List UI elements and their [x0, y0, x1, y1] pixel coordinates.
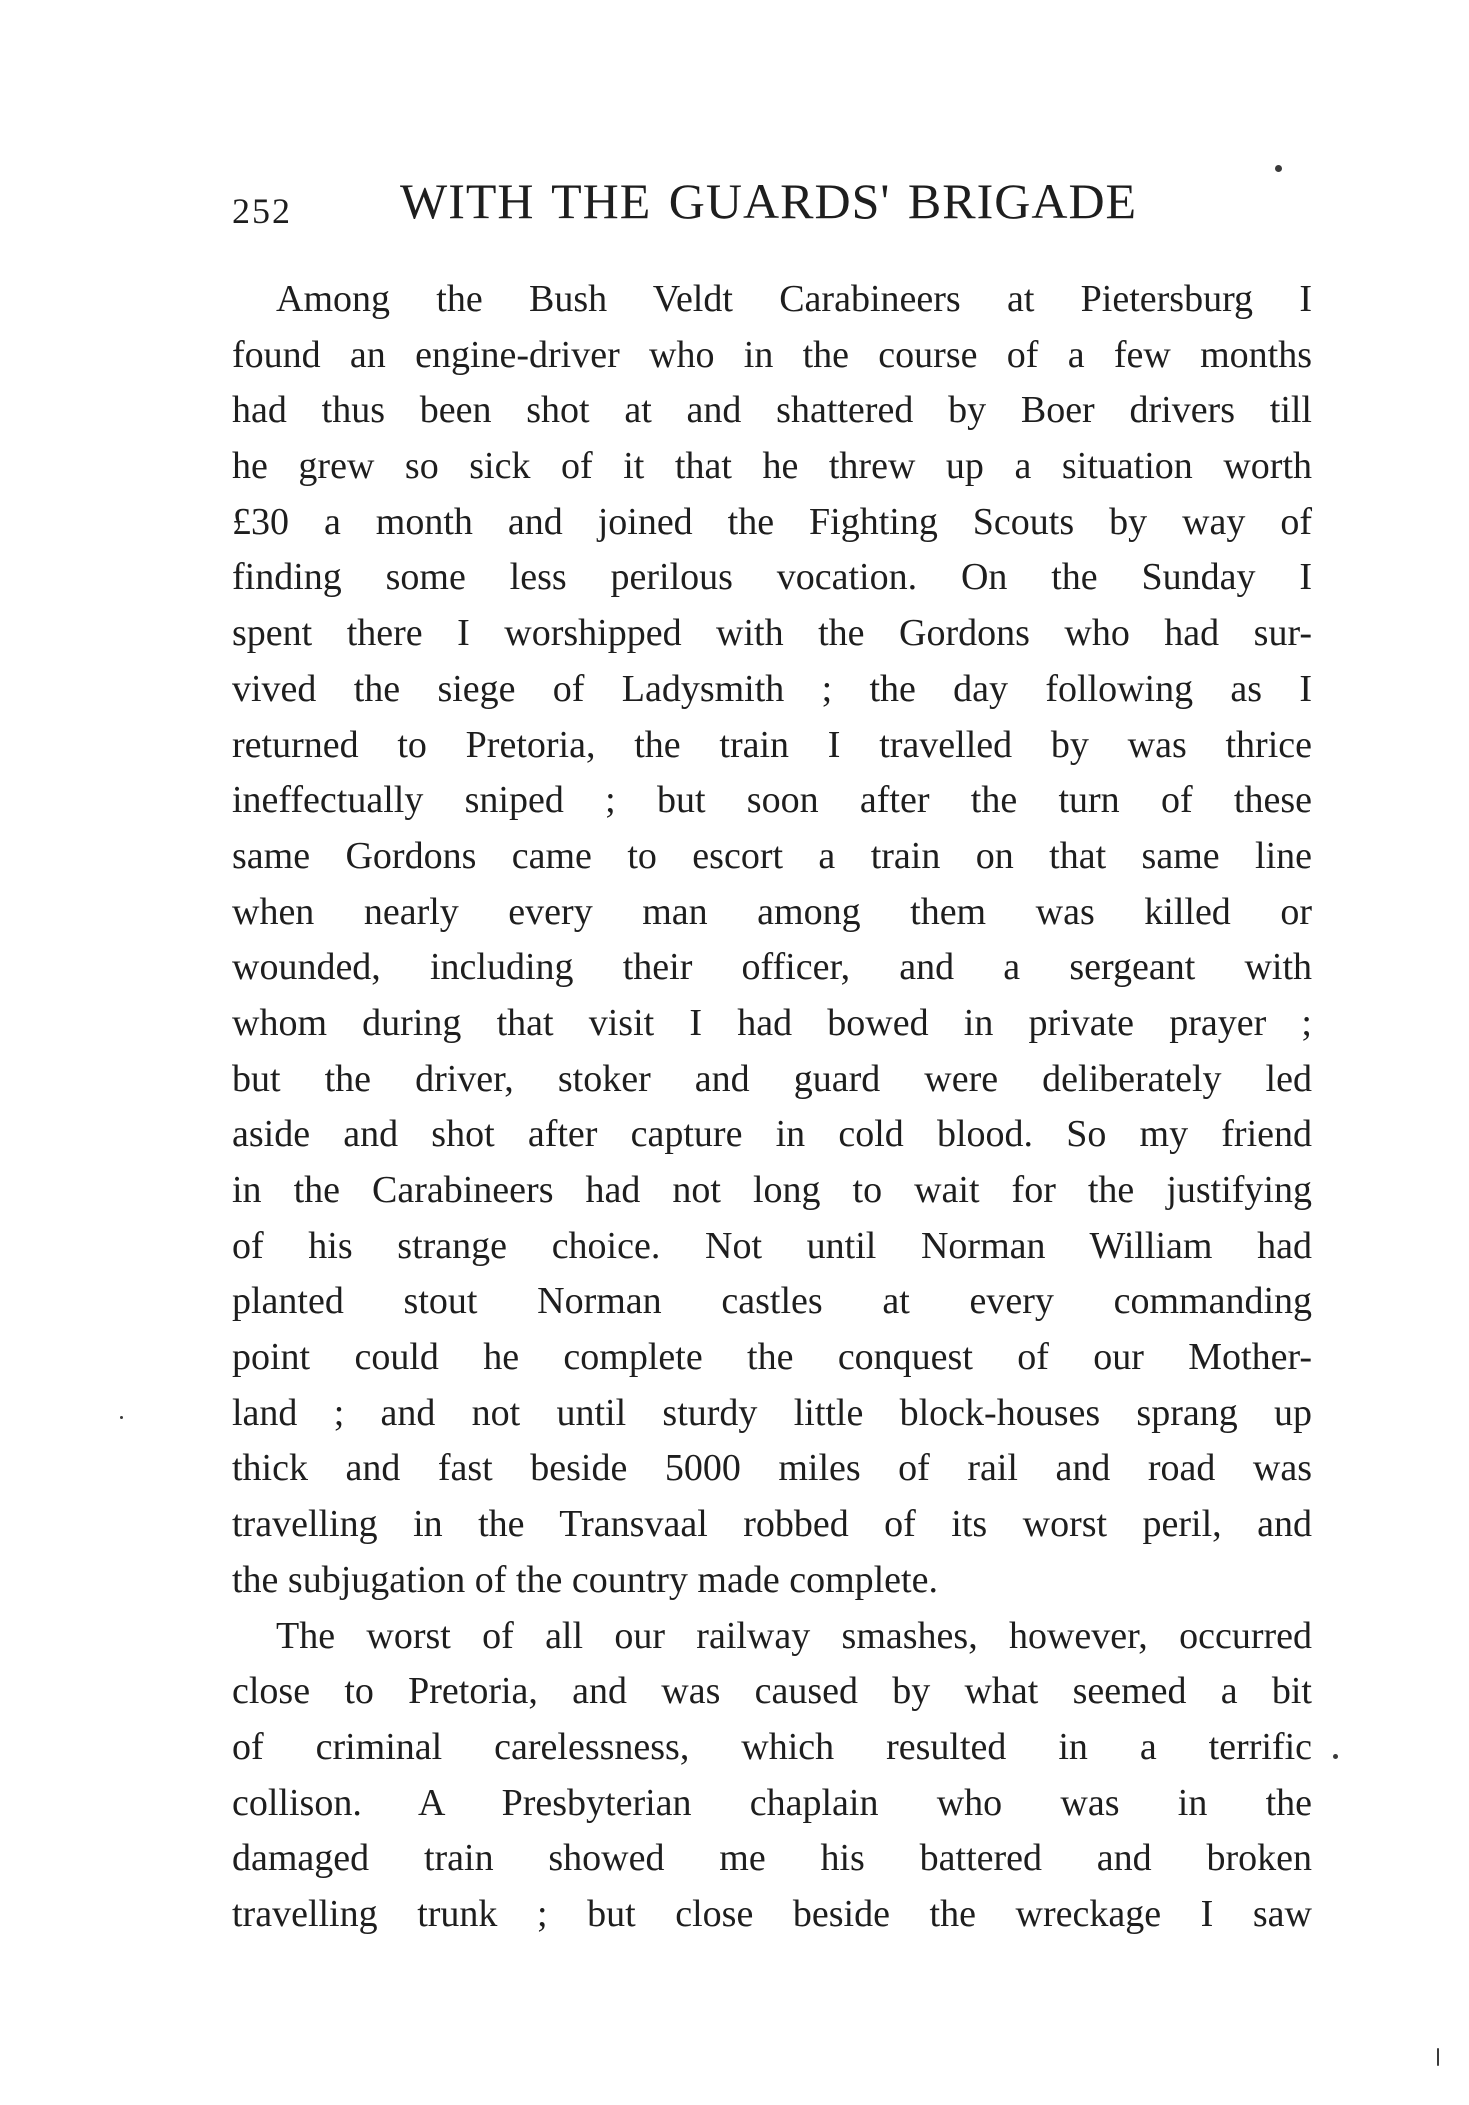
- text-line: point could he complete the conquest of our Mother-: [232, 1336, 1312, 1379]
- scan-speck: [1437, 2048, 1439, 2066]
- text-line: £30 a month and joined the Fighting Scouts by way of: [232, 500, 1312, 543]
- text-line: same Gordons came to escort a train on that same line: [232, 834, 1312, 877]
- text-line: collison. A Presbyterian chaplain who was in the: [232, 1781, 1312, 1824]
- text-line: thick and fast beside 5000 miles of rail and road was: [232, 1447, 1312, 1490]
- text-line: in the Carabineers had not long to wait for the justifying: [232, 1169, 1312, 1211]
- text-line: travelling in the Transvaal robbed of its worst peril, and: [232, 1503, 1312, 1546]
- text-line: planted stout Norman castles at every commanding: [232, 1280, 1312, 1323]
- text-line: finding some less perilous vocation. On the Sunday I: [232, 556, 1312, 599]
- text-line: damaged train showed me his battered and broken: [232, 1837, 1312, 1880]
- running-head: WITH THE GUARDS' BRIGADE: [400, 173, 1138, 229]
- text-line: ineffectually sniped ; but soon after the turn of these: [232, 779, 1312, 822]
- text-line: but the driver, stoker and guard were deliberately led: [232, 1057, 1312, 1100]
- text-line: returned to Pretoria, the train I travelled by was thrice: [232, 723, 1312, 766]
- text-line: travelling trunk ; but close beside the wreckage I saw: [232, 1892, 1312, 1935]
- text-line: found an engine-driver who in the course of a few months: [232, 333, 1312, 376]
- text-line: of his strange choice. Not until Norman William had: [232, 1224, 1312, 1267]
- page-number: 252: [232, 191, 292, 231]
- page-header: [232, 172, 1312, 242]
- text-line: vived the siege of Ladysmith ; the day following as I: [232, 667, 1312, 710]
- scan-speck: [1275, 165, 1282, 172]
- text-line: when nearly every man among them was killed or: [232, 890, 1312, 933]
- text-line: had thus been shot at and shattered by Boer drivers till: [232, 389, 1312, 432]
- text-line: he grew so sick of it that he threw up a situation worth: [232, 445, 1312, 488]
- text-line: close to Pretoria, and was caused by what seemed a bit: [232, 1670, 1312, 1713]
- text-line: The worst of all our railway smashes, however, occurred: [276, 1614, 1312, 1657]
- body-text: [232, 272, 1312, 1943]
- text-line: land ; and not until sturdy little block-houses sprang up: [232, 1391, 1312, 1434]
- scan-speck: [1333, 1754, 1338, 1759]
- text-line: spent there I worshipped with the Gordons who had sur-: [232, 612, 1312, 655]
- text-line: Among the Bush Veldt Carabineers at Pietersburg I: [276, 278, 1312, 320]
- text-line: the subjugation of the country made complete.: [232, 1558, 938, 1601]
- scan-speck: [120, 1416, 123, 1419]
- text-line: wounded, including their officer, and a sergeant with: [232, 946, 1312, 989]
- text-line: aside and shot after capture in cold blood. So my friend: [232, 1113, 1312, 1156]
- text-line: of criminal carelessness, which resulted in a terrific: [232, 1725, 1312, 1768]
- text-line: whom during that visit I had bowed in private prayer ;: [232, 1001, 1312, 1044]
- paragraph-1: [232, 272, 1312, 1609]
- paragraph-2: [232, 1609, 1312, 1943]
